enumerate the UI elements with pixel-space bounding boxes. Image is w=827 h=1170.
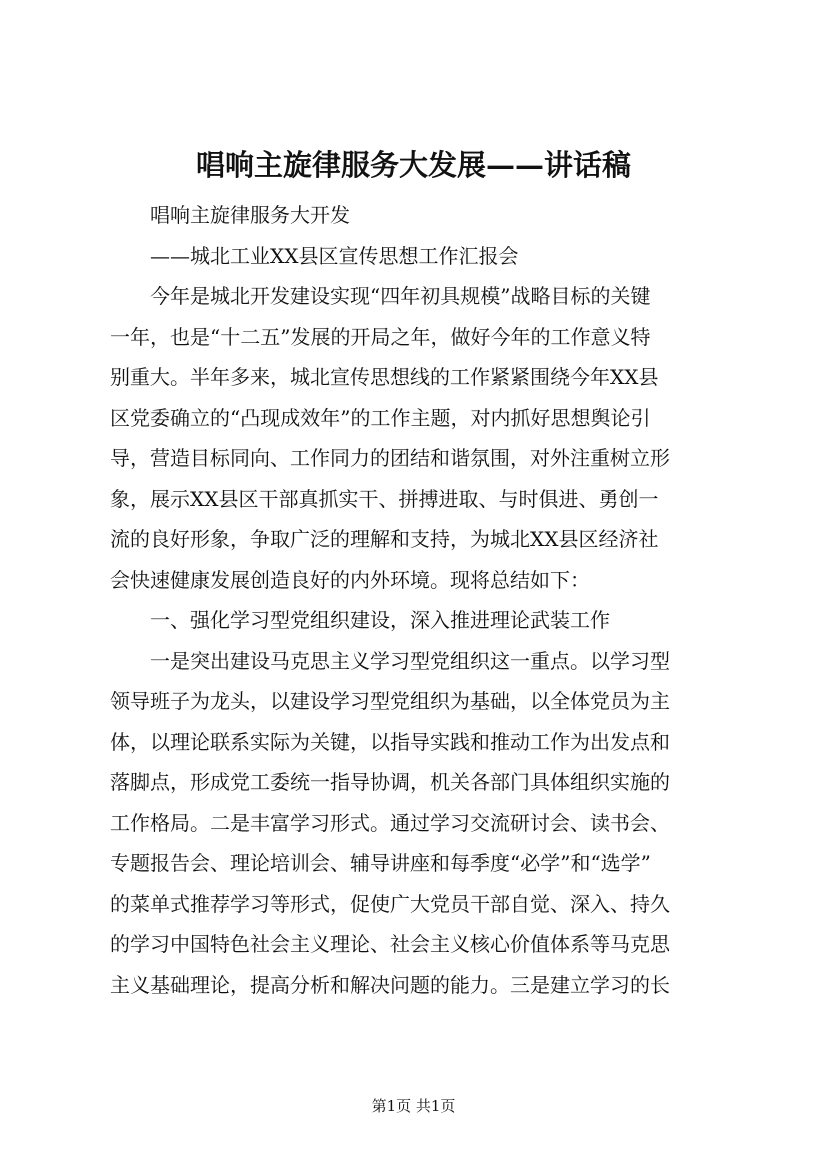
- paragraph-line: 工作格局。二是丰富学习形式。通过学习交流研讨会、读书会、: [110, 810, 670, 835]
- paragraph-line: 落脚点，形成党工委统一指导协调，机关各部门具体组织实施的: [110, 770, 670, 794]
- paragraph-line: 的菜单式推荐学习等形式，促使广大党员干部自觉、深入、持久: [110, 891, 670, 916]
- paragraph-line: 象，展示XX县区干部真抓实干、拼搏进取、与时俱进、勇创一: [110, 486, 659, 511]
- section-heading: 一、强化学习型党组织建设，深入推进理论武装工作: [150, 608, 610, 632]
- subtitle-line-2: ——城北工业XX县区宣传思想工作汇报会: [150, 243, 519, 268]
- paragraph-line: 领导班子为龙头，以建设学习型党组织为基础，以全体党员为主: [110, 689, 670, 713]
- paragraph-line: 导，营造目标同向、工作同力的团结和谐氛围，对外注重树立形: [110, 446, 670, 470]
- paragraph-line: 的学习中国特色社会主义理论、社会主义核心价值体系等马克思: [110, 932, 670, 956]
- paragraph-line: 别重大。半年多来，城北宣传思想线的工作紧紧围绕今年XX县: [110, 365, 659, 389]
- paragraph-line: 体，以理论联系实际为关键，以指导实践和推动工作为出发点和: [110, 729, 670, 754]
- paragraph-line: 今年是城北开发建设实现“四年初具规模”战略目标的关键: [150, 284, 651, 308]
- paragraph-line: 专题报告会、理论培训会、辅导讲座和每季度“必学”和“选学”: [110, 851, 651, 875]
- page-footer: 第1页 共1页: [371, 1097, 456, 1115]
- paragraph-line: 一年，也是“十二五”发展的开局之年，做好今年的工作意义特: [110, 324, 651, 349]
- paragraph-line: 一是突出建设马克思主义学习型党组织这一重点。以学习型: [150, 648, 670, 673]
- document-body: [110, 195, 724, 1005]
- subtitle-line-1: 唱响主旋律服务大开发: [150, 203, 350, 227]
- paragraph-line: 流的良好形象，争取广泛的理解和支持，为城北XX县区经济社: [110, 527, 659, 551]
- paragraph-line: 区党委确立的“凸现成效年”的工作主题，对内抓好思想舆论引: [110, 405, 651, 430]
- document-title: 唱响主旋律服务大发展——讲话稿: [195, 148, 631, 182]
- paragraph-line: 主义基础理论，提高分析和解决问题的能力。三是建立学习的长: [110, 972, 670, 997]
- paragraph-line: 会快速健康发展创造良好的内外环境。现将总结如下：: [110, 567, 590, 592]
